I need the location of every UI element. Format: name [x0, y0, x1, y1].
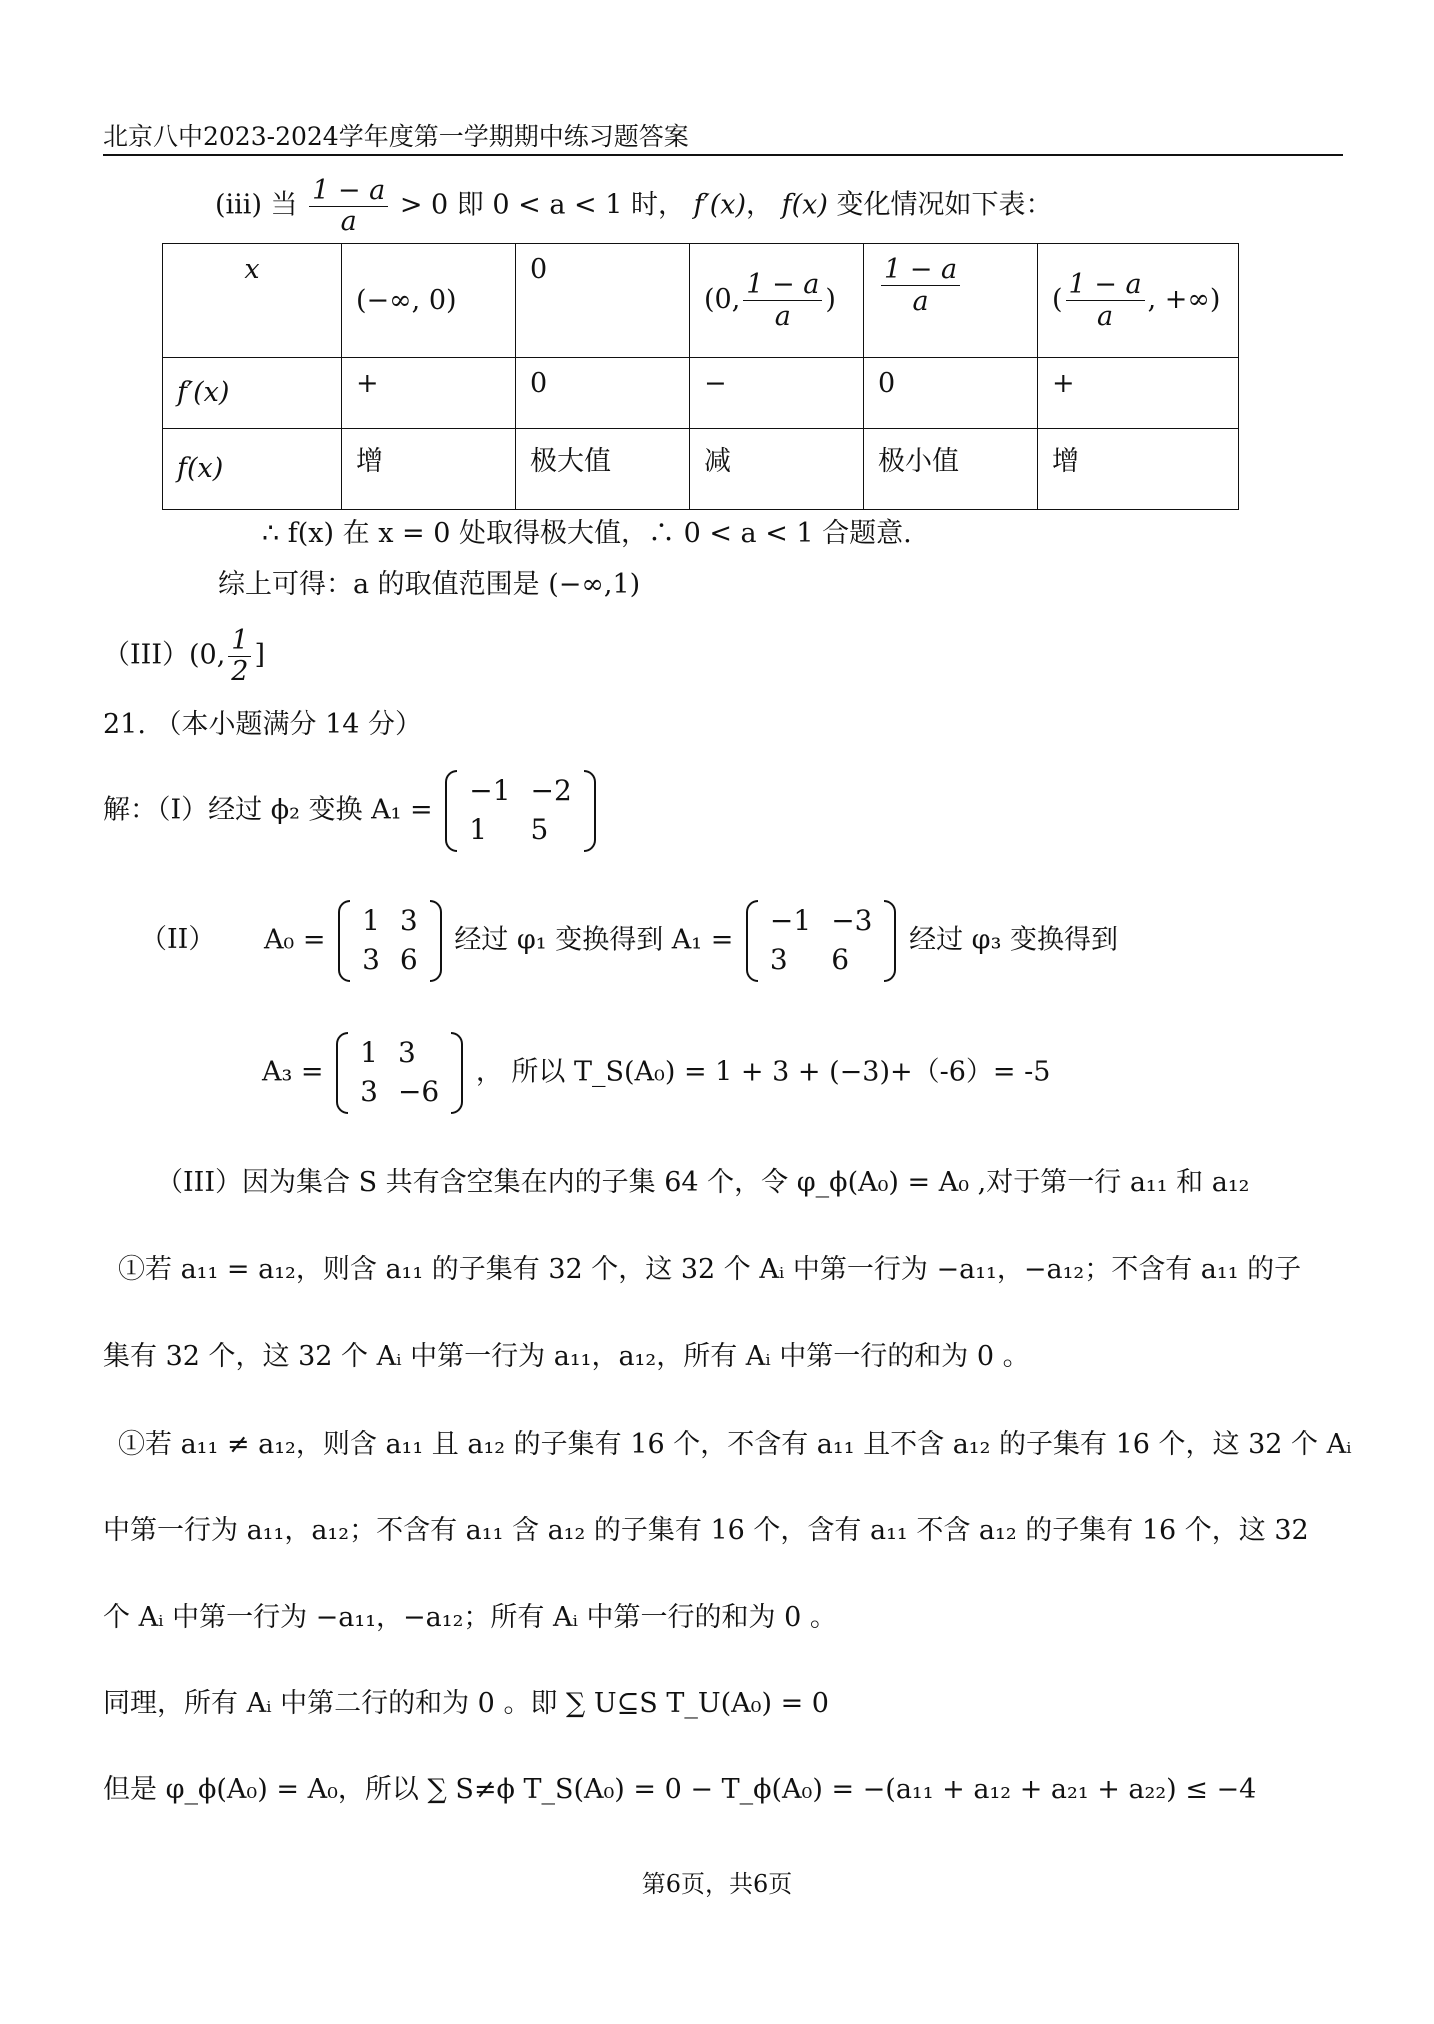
case3-frac-num: 1 − a [309, 176, 388, 207]
matrix-cell: 6 [399, 942, 418, 976]
cell-fprime-c5: + [1038, 358, 1239, 429]
cell-f-label: f(x) [163, 428, 342, 509]
cell-f-c5: 增 [1038, 428, 1239, 509]
cell-f-c3: 减 [690, 428, 864, 509]
cell-fprime-c1: + [342, 358, 516, 429]
cell-f-c1: 增 [342, 428, 516, 509]
cell-x-c5 [1038, 244, 1239, 358]
matrix-a0 [338, 900, 442, 982]
matrix-cell: 3 [362, 942, 380, 976]
c4-fraction [881, 254, 960, 317]
c4-den: a [912, 286, 929, 317]
sol1-text: 解：（I）经过 ϕ₂ 变换 A₁ = [103, 794, 433, 826]
cell-x-c4 [864, 244, 1038, 358]
matrix-cell: −1 [769, 904, 812, 937]
case1-line2: 集有 32 个，这 32 个 Aᵢ 中第一行为 a₁₁，a₁₂，所有 Aᵢ 中第一行的和为 0 。 [103, 1341, 1030, 1372]
matrix-a3 [336, 1032, 463, 1114]
case3-line [215, 176, 1053, 236]
conclusion-line: 但是 φ_ϕ(A₀) = A₀，所以 ∑ S≠ϕ T_S(A₀) = 0 − T_ϕ(A₀) = −(a₁₁ + a₁₂ + a₂₁ + a₂₂) ≤ −4 [103, 1774, 1257, 1805]
matrix-cell: 6 [831, 942, 850, 976]
solution-part2-line1 [140, 900, 1118, 982]
sol2-label: （II） [140, 924, 216, 956]
sol2-mid2: 经过 φ₃ 变换得到 [909, 924, 1118, 956]
c4-num: 1 − a [881, 254, 960, 286]
matrix-cell: −1 [469, 774, 511, 807]
c3-pre: (0, [704, 284, 741, 315]
part3-answer [103, 626, 265, 686]
cell-x-c2: 0 [516, 244, 690, 358]
part3-label: （III）(0, [103, 639, 226, 671]
c5-post: , +∞) [1147, 284, 1221, 315]
case3-prefix: (iii) 当 [215, 189, 298, 221]
case2-line3: 个 Aᵢ 中第一行为 −a₁₁，−a₁₂；所有 Aᵢ 中第一行的和为 0 。 [103, 1602, 837, 1633]
c3-fraction [743, 269, 822, 332]
same-line: 同理，所有 Aᵢ 中第二行的和为 0 。即 ∑ U⊆S T_U(A₀) = 0 [103, 1688, 829, 1719]
c5-den: a [1097, 301, 1114, 332]
page-footer: 第6页，共6页 [641, 1870, 793, 1898]
sol2-result: ， 所以 T_S(A₀) = 1 + 3 + (−3)+（-6）= -5 [475, 1056, 1051, 1088]
solution-part3-intro: （III）因为集合 S 共有含空集在内的子集 64 个，令 φ_ϕ(A₀) = A₀ ,对于第一行 a₁₁ 和 a₁₂ [156, 1167, 1250, 1198]
sol2-a0: A₀ = [263, 924, 326, 956]
cell-x-c1: (−∞, 0) [342, 244, 516, 358]
solution-part2-line2 [262, 1032, 1050, 1114]
matrix-cell: −3 [831, 904, 873, 937]
case2-line1: ①若 a₁₁ ≠ a₁₂，则含 a₁₁ 且 a₁₂ 的子集有 16 个，不含有 a₁₁ 且不含 a₁₂ 的子集有 16 个，这 32 个 Aᵢ [118, 1429, 1352, 1460]
summary-line: 综上可得：a 的取值范围是 (−∞,1) [218, 569, 641, 600]
cell-f-c2: 极大值 [516, 428, 690, 509]
sol2-mid1: 经过 φ₁ 变换得到 A₁ = [454, 924, 734, 956]
page-header-title: 北京八中2023-2024学年度第一学期期中练习题答案 [103, 122, 689, 151]
c3-post: ) [825, 284, 836, 315]
matrix-cell: 1 [469, 812, 488, 846]
table-row-x [163, 244, 1239, 358]
case3-fraction [309, 176, 388, 236]
c3-num: 1 − a [743, 269, 822, 301]
matrix-cell: 1 [360, 1036, 378, 1069]
matrix-cell: 3 [360, 1074, 378, 1108]
case3-fprime: f′(x) [693, 189, 747, 221]
header-rule [103, 154, 1343, 156]
cell-fprime-c4: 0 [864, 358, 1038, 429]
case2-line2: 中第一行为 a₁₁，a₁₂；不含有 a₁₁ 含 a₁₂ 的子集有 16 个，含有 a₁₁ 不含 a₁₂ 的子集有 16 个，这 32 [103, 1515, 1309, 1546]
matrix-cell: −6 [397, 1074, 440, 1108]
cell-f-c4: 极小值 [864, 428, 1038, 509]
part3-fraction [228, 626, 251, 686]
case3-fx: f(x) [781, 189, 828, 221]
cell-fprime-c3: − [690, 358, 864, 429]
table-row-f [163, 428, 1239, 509]
part3-num: 1 [228, 626, 251, 657]
matrix-cell: 3 [399, 904, 418, 937]
case3-cond: > 0 即 0 < a < 1 时， [399, 189, 685, 221]
cell-x-c3 [690, 244, 864, 358]
matrix-cell: −2 [530, 774, 572, 807]
cell-fprime-c2: 0 [516, 358, 690, 429]
sol2-a3: A₃ = [262, 1056, 324, 1088]
part3-close: ] [254, 639, 266, 671]
c3-den: a [774, 301, 791, 332]
therefore-line: ∴ f(x) 在 x = 0 处取得极大值，∴ 0 < a < 1 合题意. [262, 518, 912, 549]
c5-pre: ( [1052, 284, 1063, 315]
c5-fraction [1066, 269, 1145, 332]
variation-table [162, 243, 1239, 510]
c5-num: 1 − a [1066, 269, 1145, 301]
question-21-title: 21. （本小题满分 14 分） [103, 709, 423, 740]
case3-frac-den: a [340, 205, 357, 237]
cell-x-label: x [163, 244, 342, 358]
part3-den: 2 [231, 655, 249, 687]
matrix-cell: 3 [397, 1036, 416, 1069]
matrix-cell: 3 [769, 942, 788, 976]
matrix-cell: 5 [530, 812, 549, 846]
table-row-fprime [163, 358, 1239, 429]
case3-tail: 变化情况如下表： [836, 189, 1053, 221]
case1-line1: ①若 a₁₁ = a₁₂，则含 a₁₁ 的子集有 32 个，这 32 个 Aᵢ 中第一行为 −a₁₁，−a₁₂；不含有 a₁₁ 的子 [118, 1254, 1302, 1285]
cell-fprime-label: f′(x) [163, 358, 342, 429]
matrix-cell: 1 [362, 904, 380, 937]
case3-sep: ， [746, 189, 774, 221]
solution-part1 [103, 770, 600, 852]
matrix-a1-part1 [445, 770, 596, 852]
matrix-a1-part2 [746, 900, 897, 982]
